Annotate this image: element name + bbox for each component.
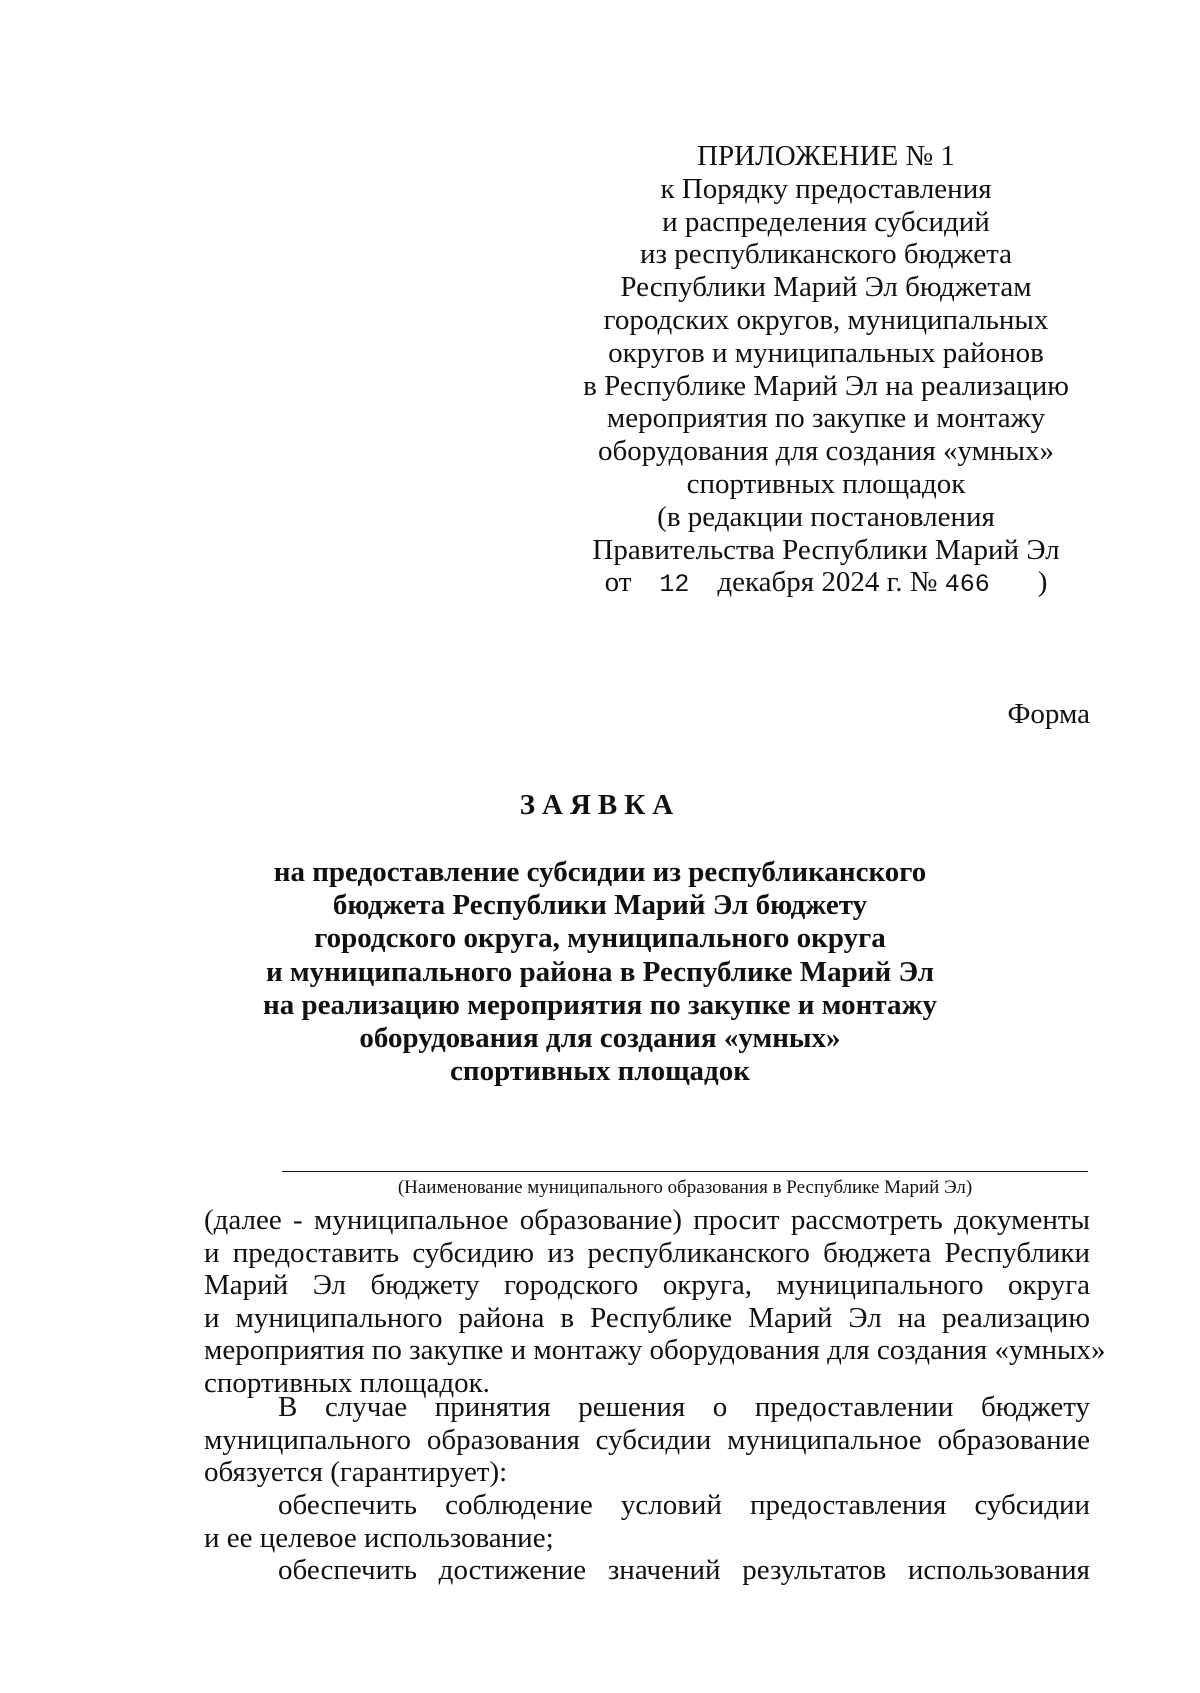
subtitle-line: на предоставление субсидии из республиканского xyxy=(273,856,927,888)
text-line: обеспечить достижение значений результатов использования xyxy=(278,1554,1090,1586)
resolution-number: 466 xyxy=(944,570,990,600)
date-close: ) xyxy=(1037,566,1048,599)
subtitle-line: оборудования для создания «умных» xyxy=(359,1022,841,1055)
text-line: и предоставить субсидию из республиканского бюджета Республики xyxy=(204,1236,1090,1269)
appendix-line: мероприятия по закупке и монтажу xyxy=(606,402,1046,435)
paragraph-request xyxy=(204,1204,1106,1400)
appendix-line: ПРИЛОЖЕНИЕ № 1 xyxy=(697,140,955,172)
document-title: ЗАЯВКА xyxy=(519,789,681,821)
subtitle-line: городского округа, муниципального округа xyxy=(314,922,886,955)
subtitle-line: и муниципального района в Республике Марий Эл xyxy=(265,955,935,988)
subtitle-line: бюджета Республики Марий Эл бюджету xyxy=(332,889,868,922)
text-line: и ее целевое использование; xyxy=(204,1521,554,1554)
text-line: обязуется (гарантирует): xyxy=(204,1456,508,1489)
appendix-line: спортивных площадок xyxy=(686,467,966,500)
text-line: Марий Эл бюджету городского округа, муниципального округа xyxy=(204,1269,1090,1302)
date-rest: декабря 2024 г. № xyxy=(717,566,938,599)
appendix-line: городских округов, муниципальных xyxy=(603,303,1049,336)
text-line: В случае принятия решения о предоставлении бюджету xyxy=(278,1391,1090,1423)
text-line: спортивных площадок. xyxy=(204,1366,490,1399)
subtitle-line: на реализацию мероприятия по закупке и монтажу xyxy=(263,988,937,1021)
appendix-line: оборудования для создания «умных» xyxy=(598,435,1054,468)
date-day: 12 xyxy=(659,570,690,600)
text-line: и муниципального района в Республике Марий Эл на реализацию xyxy=(204,1301,1090,1334)
paragraph-compliance xyxy=(204,1489,1090,1554)
appendix-line: из республиканского бюджета xyxy=(640,238,1012,271)
appendix-header xyxy=(566,140,1086,602)
date-prefix: от xyxy=(604,566,632,599)
municipality-name-caption: (Наименование муниципального образования в Республике Марий Эл) xyxy=(397,1177,973,1198)
text-line: мероприятия по закупке и монтажу оборудования для создания «умных» xyxy=(204,1334,1106,1367)
appendix-line: и распределения субсидий xyxy=(662,205,990,238)
text-line: муниципального образования субсидии муниципальное образование xyxy=(204,1423,1090,1456)
form-label: Форма xyxy=(1007,698,1090,730)
subtitle-line: спортивных площадок xyxy=(450,1055,750,1088)
appendix-date-line xyxy=(566,566,1086,602)
document-subtitle xyxy=(250,856,950,1088)
appendix-line: округов и муниципальных районов xyxy=(608,336,1044,369)
paragraph-results xyxy=(204,1554,1090,1587)
appendix-line: к Порядку предоставления xyxy=(660,172,992,205)
appendix-line: Правительства Республики Марий Эл xyxy=(592,533,1060,566)
paragraph-obligations xyxy=(204,1391,1090,1489)
municipality-name-field-line xyxy=(282,1171,1088,1172)
appendix-line: в Республике Марий Эл на реализацию xyxy=(583,369,1069,402)
text-line: (далее - муниципальное образование) просит рассмотреть документы xyxy=(204,1204,1090,1236)
text-line: обеспечить соблюдение условий предоставления субсидии xyxy=(278,1489,1090,1521)
appendix-line: Республики Марий Эл бюджетам xyxy=(620,271,1032,304)
appendix-line: (в редакции постановления xyxy=(657,500,995,533)
